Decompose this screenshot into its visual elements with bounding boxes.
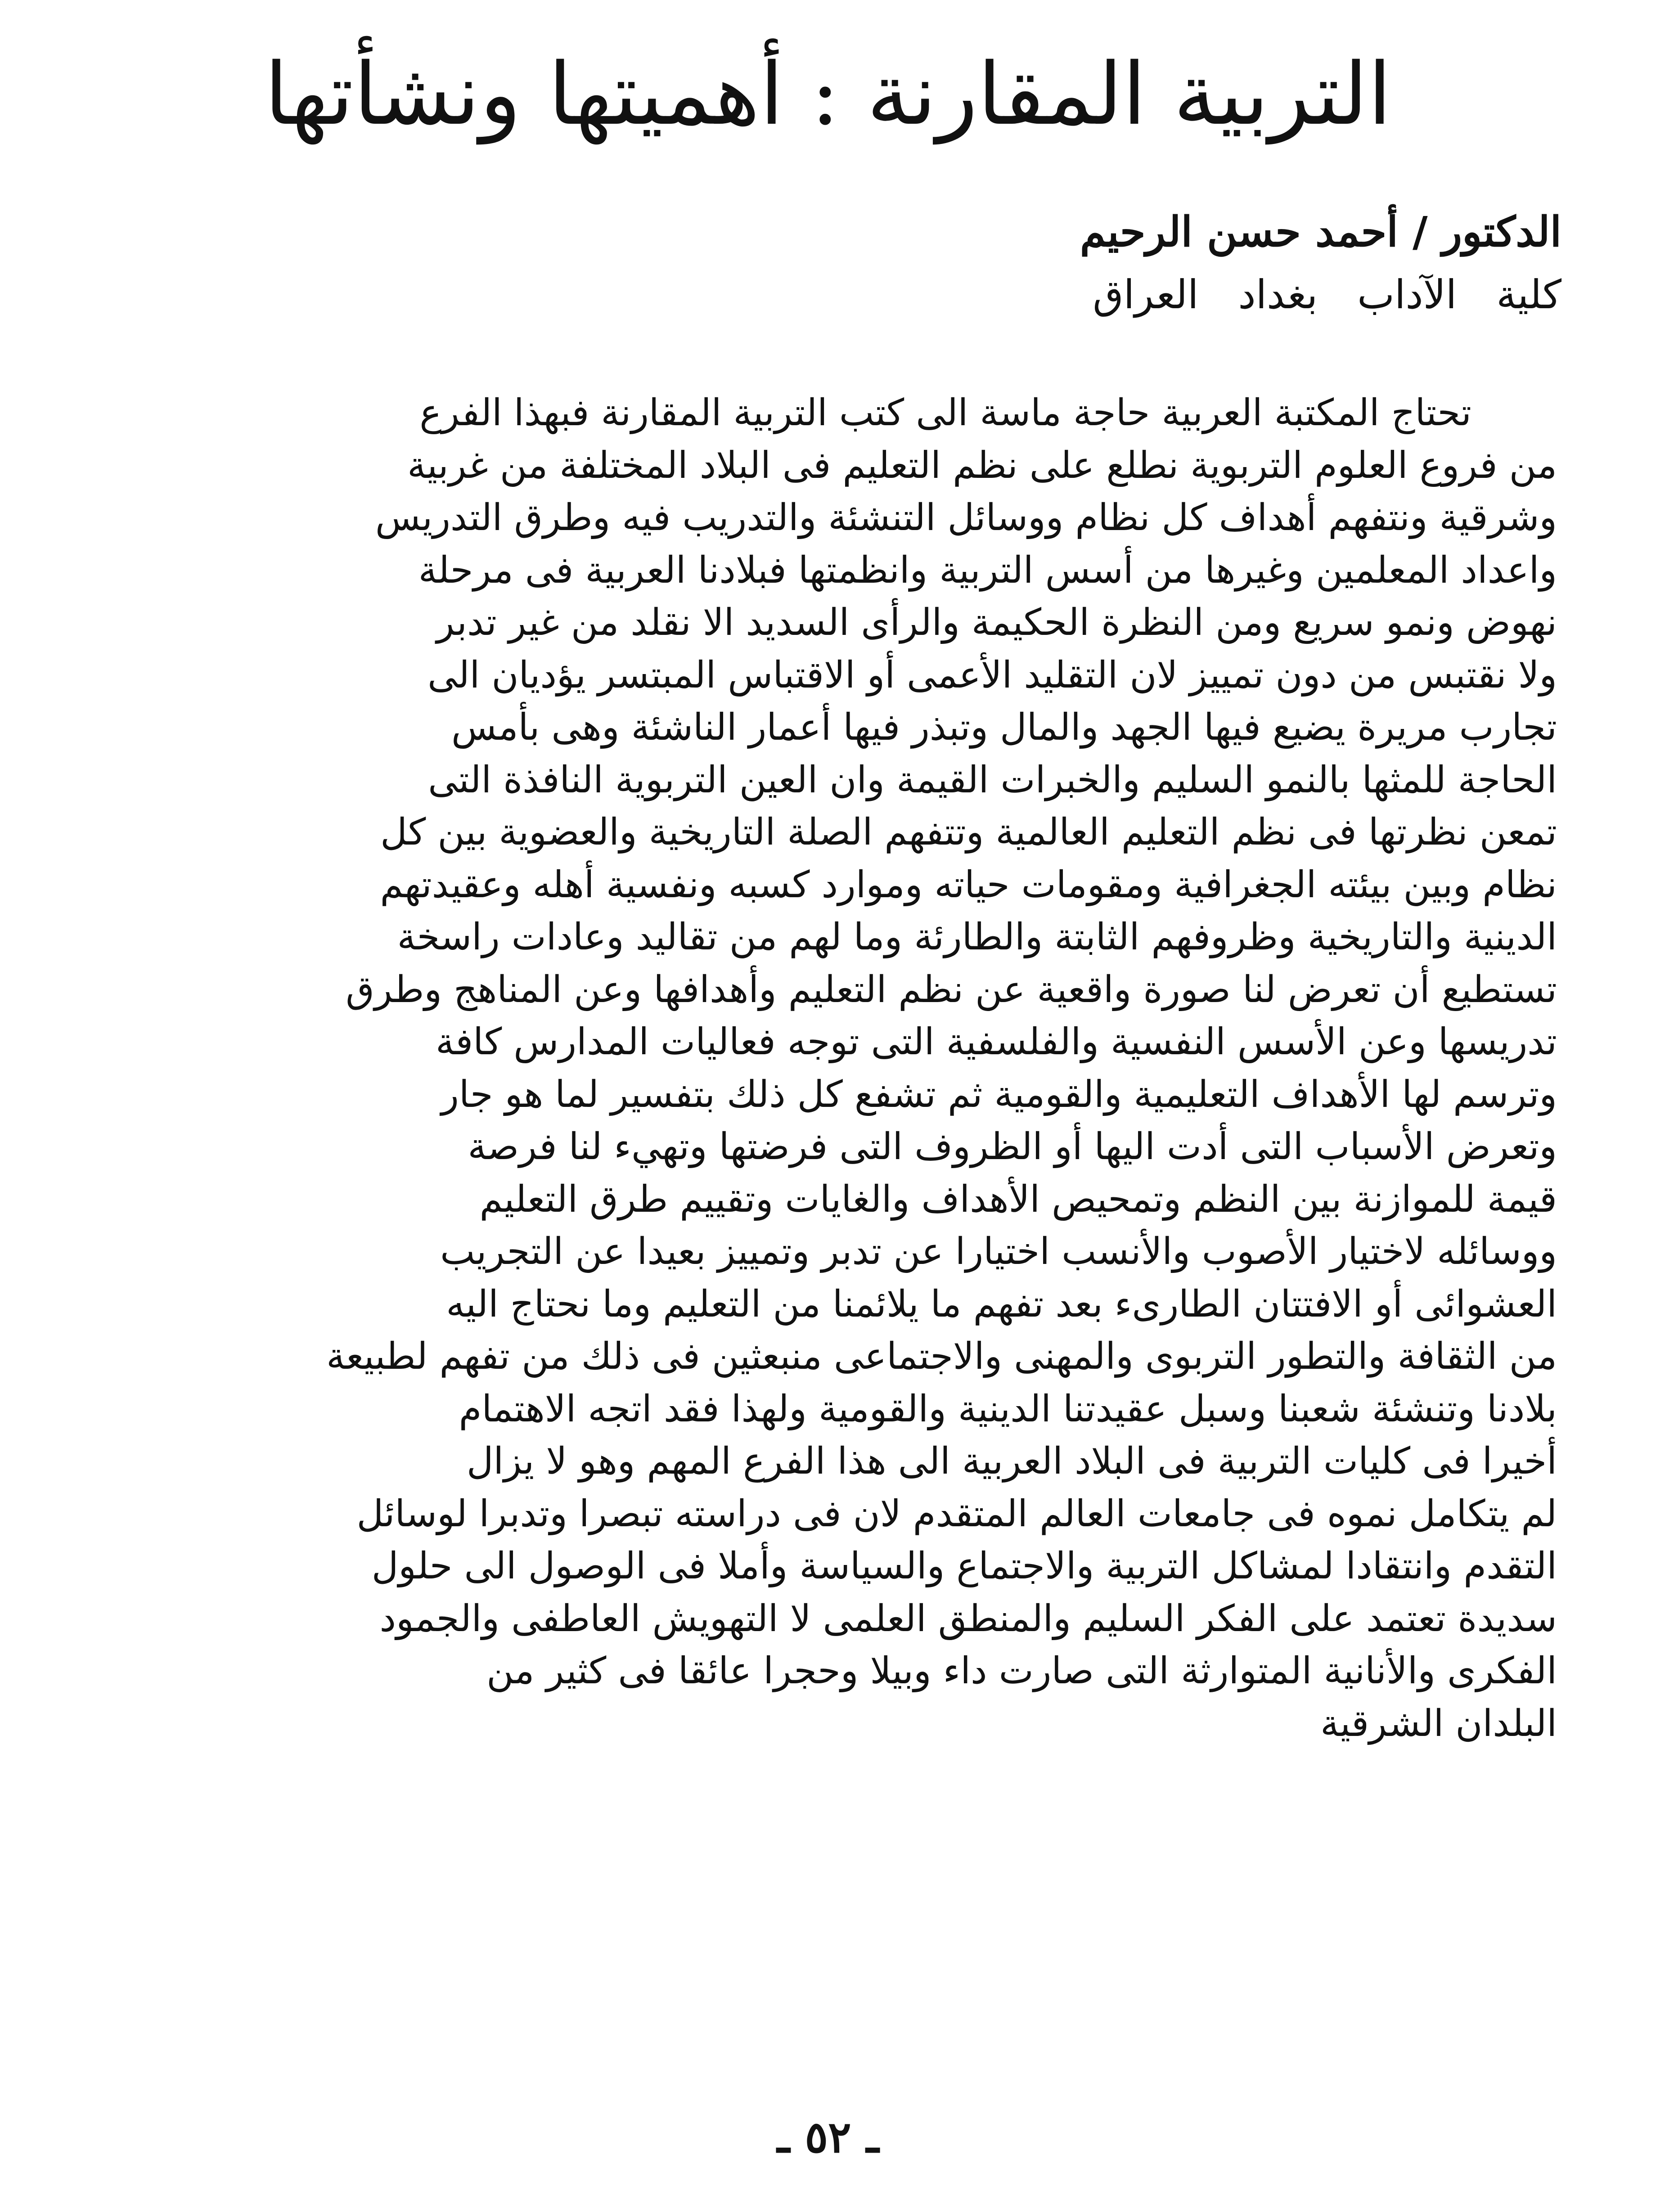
body-line: قيمة للموازنة بين النظم وتمحيص الأهداف والغايات وتقييم طرق التعليم <box>479 1178 1557 1221</box>
body-line: التقدم وانتقادا لمشاكل التربية والاجتماع والسياسة وأملا فى الوصول الى حلول <box>371 1545 1557 1587</box>
body-line: تدريسها وعن الأسس النفسية والفلسفية التى توجه فعاليات المدارس كافة <box>436 1021 1557 1063</box>
body-line: وتعرض الأسباب التى أدت اليها أو الظروف التى فرضتها وتهيء لنا فرصة <box>468 1125 1557 1168</box>
article-title: التربية المقارنة : أهميتها ونشأتها <box>264 45 1392 144</box>
body-line: نظام وبين بيئته الجغرافية ومقومات حياته وموارد كسبه ونفسية أهله وعقيدتهم <box>380 863 1557 906</box>
body-line: من الثقافة والتطور التربوى والمهنى والاجتماعى منبعثين فى ذلك من تفهم لطبيعة <box>326 1335 1557 1378</box>
page-number: ـ ٥٢ ـ <box>777 2112 879 2163</box>
body-line: نهوض ونمو سريع ومن النظرة الحكيمة والرأى السديد الا نقلد من غير تدبر <box>436 601 1557 644</box>
body-line: العشوائى أو الافتتان الطارىء بعد تفهم ما يلائمنا من التعليم وما نحتاج اليه <box>446 1282 1557 1326</box>
body-line: من فروع العلوم التربوية نطلع على نظم التعليم فى البلاد المختلفة من غربية <box>407 444 1557 487</box>
body-line: البلدان الشرقية <box>1320 1702 1557 1745</box>
body-line: تجارب مريرة يضيع فيها الجهد والمال وتبذر فيها أعمار الناشئة وهى بأمس <box>451 706 1557 749</box>
body-line: وترسم لها الأهداف التعليمية والقومية ثم تشفع كل ذلك بتفسير لما هو جار <box>441 1073 1557 1116</box>
author-affiliation: كلية الآداب بغداد العراق <box>1093 271 1562 318</box>
body-line: الفكرى والأنانية المتوارثة التى صارت داء وبيلا وحجرا عائقا فى كثير من <box>486 1650 1557 1692</box>
body-line: ولا نقتبس من دون تمييز لان التقليد الأعمى أو الاقتباس المبتسر يؤديان الى <box>428 653 1557 697</box>
body-line: الدينية والتاريخية وظروفهم الثابتة والطارئة وما لهم من تقاليد وعادات راسخة <box>397 916 1557 958</box>
body-line: بلادنا وتنشئة شعبنا وسبل عقيدتنا الدينية والقومية ولهذا فقد اتجه الاهتمام <box>459 1387 1557 1430</box>
body-line: سديدة تعتمد على الفكر السليم والمنطق العلمى لا التهويش العاطفى والجمود <box>379 1597 1557 1640</box>
body-line: تحتاج المكتبة العربية حاجة ماسة الى كتب التربية المقارنة فبهذا الفرع <box>419 391 1472 434</box>
body-text <box>99 387 1557 1750</box>
author-name: الدكتور / أحمد حسن الرحيم <box>1080 207 1562 256</box>
body-line: الحاجة للمثها بالنمو السليم والخبرات القيمة وان العين التربوية النافذة التى <box>428 758 1557 801</box>
body-line: لم يتكامل نموه فى جامعات العالم المتقدم لان فى دراسته تبصرا وتدبرا لوسائل <box>356 1492 1557 1535</box>
body-line: أخيرا فى كليات التربية فى البلاد العربية الى هذا الفرع المهم وهو لا يزال <box>466 1440 1557 1483</box>
body-line: ووسائله لاختيار الأصوب والأنسب اختيارا عن تدبر وتمييز بعيدا عن التجريب <box>440 1230 1557 1273</box>
body-line: واعداد المعلمين وغيرها من أسس التربية وانظمتها فبلادنا العربية فى مرحلة <box>418 549 1557 592</box>
body-line: تمعن نظرتها فى نظم التعليم العالمية وتتفهم الصلة التاريخية والعضوية بين كل <box>380 811 1557 854</box>
body-line: تستطيع أن تعرض لنا صورة واقعية عن نظم التعليم وأهدافها وعن المناهج وطرق <box>346 968 1557 1011</box>
body-line: وشرقية ونتفهم أهداف كل نظام ووسائل التنشئة والتدريب فيه وطرق التدريس <box>375 496 1557 539</box>
